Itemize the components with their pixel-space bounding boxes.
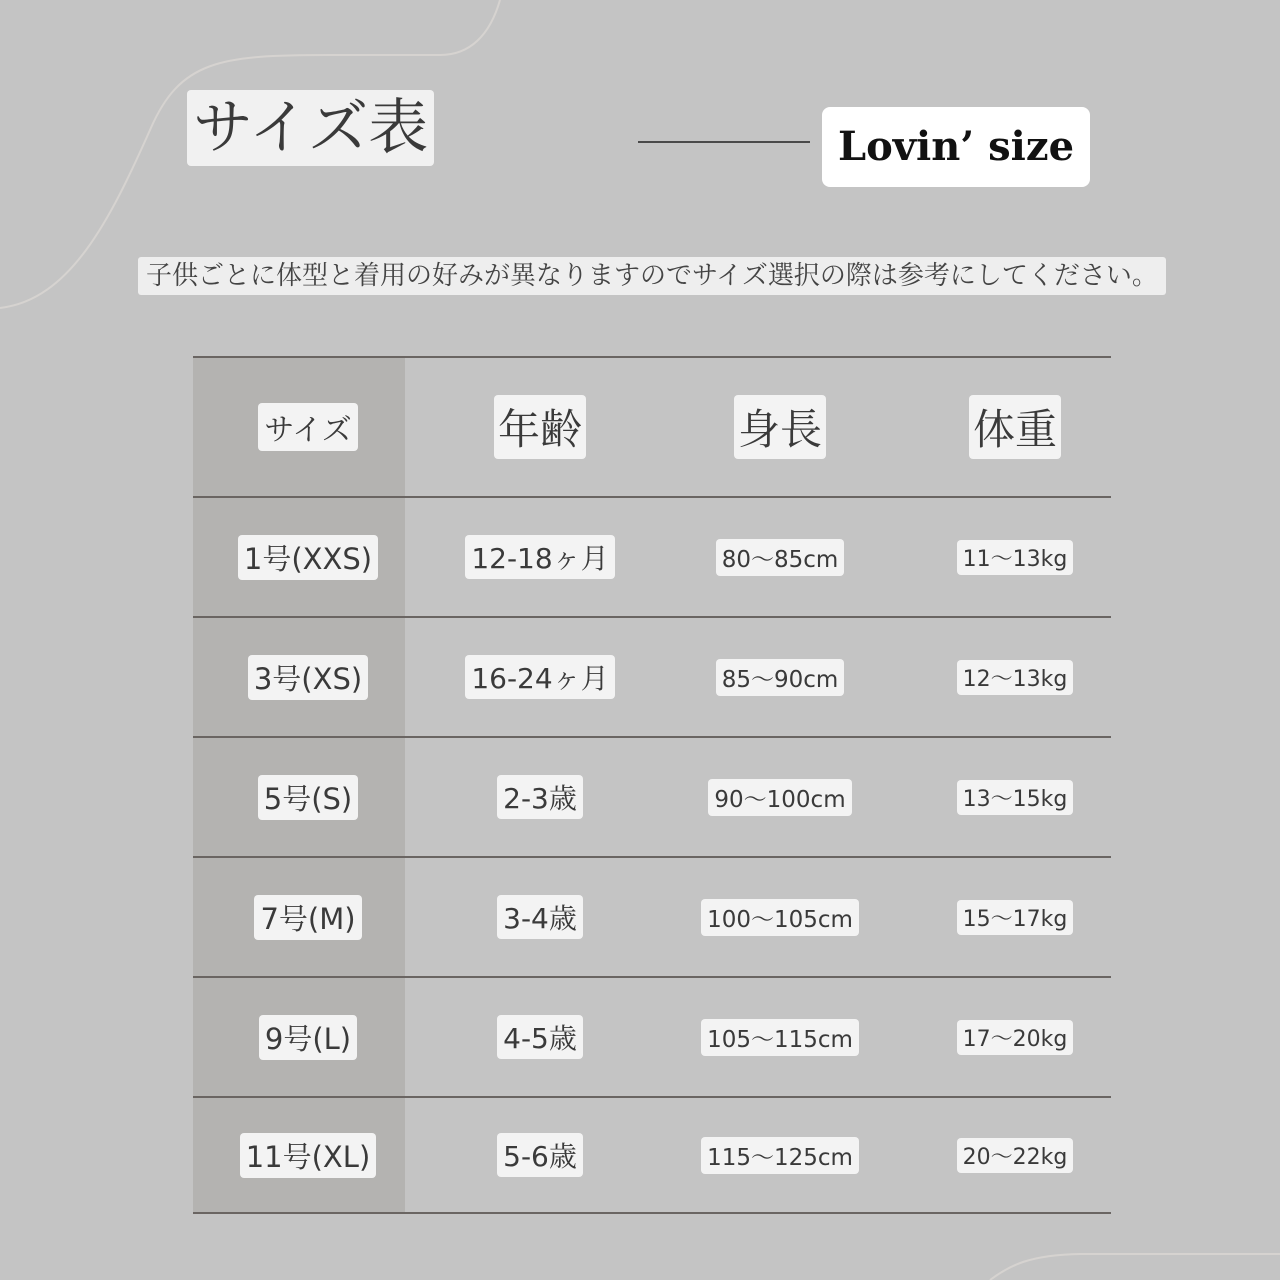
column-header-size: サイズ xyxy=(258,403,358,451)
column-header-height: 身長 xyxy=(734,395,826,459)
age-cell: 3-4歳 xyxy=(497,895,583,939)
table-row xyxy=(193,978,1111,1098)
size-cell: 7号(M) xyxy=(254,895,361,940)
weight-cell: 17～20kg xyxy=(957,1020,1074,1055)
height-cell: 100～105cm xyxy=(701,899,859,936)
height-cell: 90～100cm xyxy=(708,779,851,816)
table-header-row xyxy=(193,358,1111,498)
size-note: 子供ごとに体型と着用の好みが異なりますのでサイズ選択の際は参考にしてください。 xyxy=(138,257,1166,295)
size-cell: 1号(XXS) xyxy=(238,535,378,580)
column-header-weight: 体重 xyxy=(969,395,1061,459)
column-header-age: 年齢 xyxy=(494,395,586,459)
weight-cell: 12～13kg xyxy=(957,660,1074,695)
table-row xyxy=(193,498,1111,618)
size-cell: 5号(S) xyxy=(258,775,359,820)
size-cell: 9号(L) xyxy=(259,1015,357,1060)
brand-label: Lovin’ size xyxy=(822,107,1090,187)
height-cell: 85～90cm xyxy=(716,659,845,696)
page-title: サイズ表 xyxy=(187,90,434,166)
age-cell: 16-24ヶ月 xyxy=(465,655,614,699)
weight-cell: 15～17kg xyxy=(957,900,1074,935)
table-row xyxy=(193,618,1111,738)
age-cell: 2-3歳 xyxy=(497,775,583,819)
weight-cell: 13～15kg xyxy=(957,780,1074,815)
height-cell: 115～125cm xyxy=(701,1137,859,1174)
age-cell: 5-6歳 xyxy=(497,1133,583,1177)
size-cell: 11号(XL) xyxy=(240,1133,377,1178)
table-row xyxy=(193,1098,1111,1214)
height-cell: 105～115cm xyxy=(701,1019,859,1056)
age-cell: 4-5歳 xyxy=(497,1015,583,1059)
brand-divider-line xyxy=(638,141,810,143)
size-cell: 3号(XS) xyxy=(248,655,368,700)
weight-cell: 11～13kg xyxy=(957,540,1074,575)
height-cell: 80～85cm xyxy=(716,539,845,576)
weight-cell: 20～22kg xyxy=(957,1138,1074,1173)
table-row xyxy=(193,738,1111,858)
table-row xyxy=(193,858,1111,978)
age-cell: 12-18ヶ月 xyxy=(465,535,614,579)
